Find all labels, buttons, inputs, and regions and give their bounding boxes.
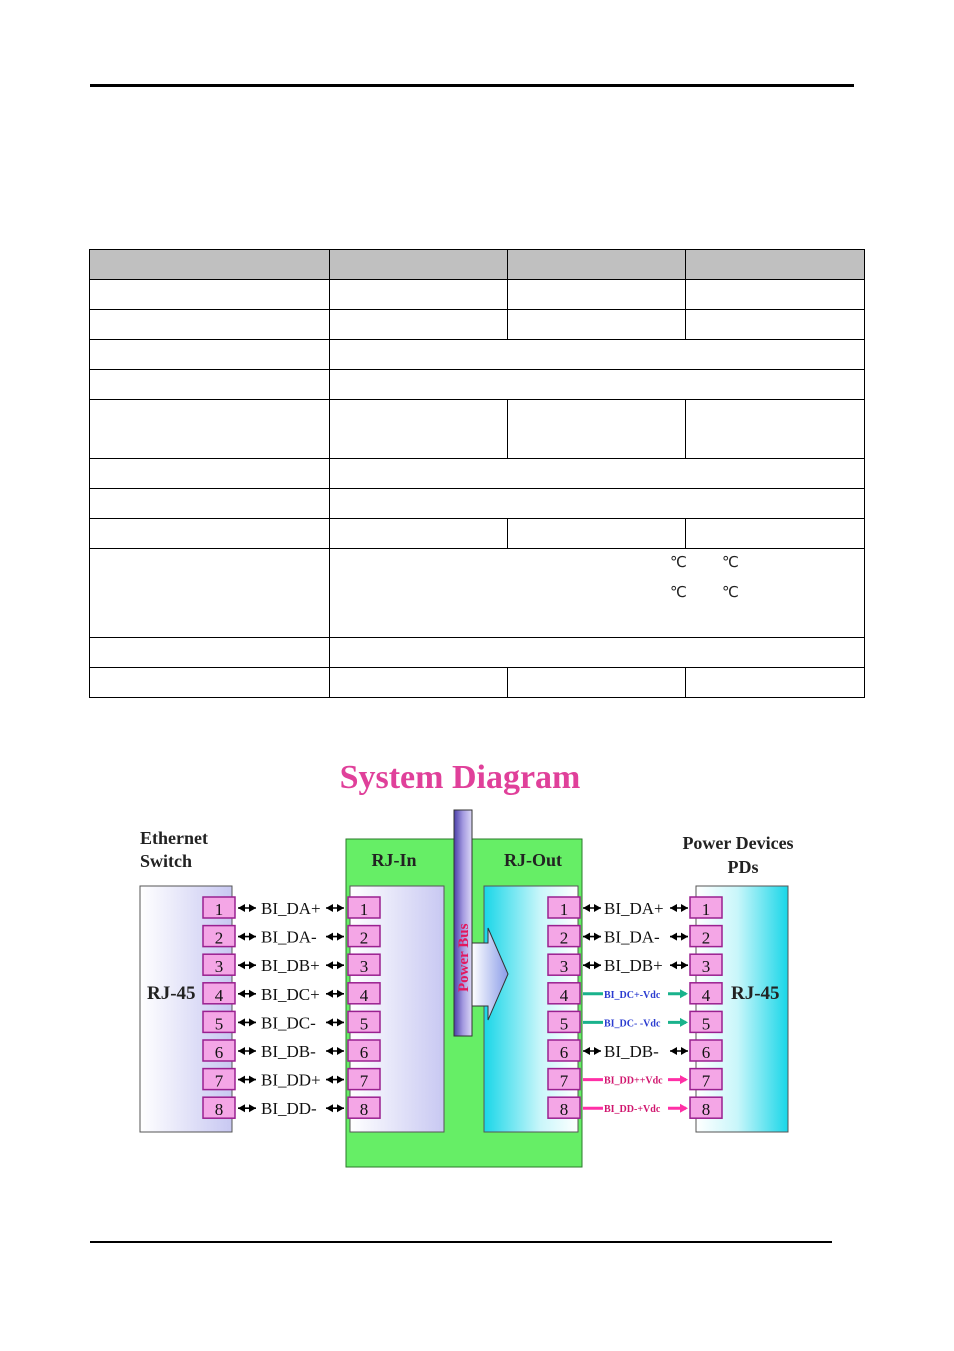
arrowhead <box>670 961 677 969</box>
arrowhead <box>680 989 688 998</box>
arrowhead <box>326 1076 333 1084</box>
table-row-temperature <box>90 549 865 638</box>
temperature-unit: ℃ <box>722 583 739 601</box>
pin-number: 7 <box>214 1071 224 1091</box>
ethernet-switch-box <box>140 886 232 1132</box>
pin-number: 6 <box>359 1043 369 1062</box>
temperature-unit: ℃ <box>722 553 739 571</box>
pin-number: 8 <box>701 1100 711 1120</box>
arrowhead <box>326 904 333 912</box>
table-row <box>90 400 865 459</box>
arrowhead <box>249 933 256 941</box>
pin-number: 1 <box>214 900 224 919</box>
left-signal-label: BI_DC+ <box>261 984 320 1004</box>
arrowhead <box>238 1047 245 1055</box>
arrowhead <box>680 1018 688 1027</box>
pin-number: 8 <box>559 1100 569 1120</box>
left-signal-label: BI_DB+ <box>261 956 320 976</box>
table-header-cell <box>90 250 330 280</box>
pin-number: 8 <box>359 1100 369 1120</box>
arrowhead <box>337 990 344 998</box>
pin-number: 5 <box>214 1014 224 1034</box>
arrowhead <box>583 961 590 969</box>
arrowhead <box>681 1047 688 1055</box>
pin-number: 4 <box>701 985 711 1005</box>
pin-number: 2 <box>559 928 569 948</box>
specification-table <box>89 249 865 698</box>
right-signal-label: BI_DD++Vdc <box>604 1075 663 1087</box>
pin-number: 4 <box>559 985 569 1005</box>
pin-number: 6 <box>559 1043 569 1062</box>
table-header-row <box>90 250 865 280</box>
arrowhead <box>680 1075 688 1084</box>
arrowhead <box>238 933 245 941</box>
arrowhead <box>337 933 344 941</box>
table-row <box>90 370 865 400</box>
header-rule <box>90 84 854 87</box>
pin-number: 4 <box>359 985 369 1005</box>
right-device-label: PDs <box>727 857 759 877</box>
pin-number: 2 <box>359 928 369 948</box>
right-port-label: RJ-45 <box>731 983 780 1004</box>
table-header-cell <box>508 250 686 280</box>
arrowhead <box>594 904 601 912</box>
table-header-cell <box>686 250 865 280</box>
rj-out-label: RJ-Out <box>504 850 562 870</box>
pin-number: 7 <box>359 1071 369 1091</box>
power-bus-bar <box>454 810 472 1036</box>
right-signal-label: BI_DA- <box>604 927 660 947</box>
pin-number: 7 <box>559 1071 569 1091</box>
arrowhead <box>238 990 245 998</box>
table-header-cell <box>330 250 508 280</box>
pin-number: 1 <box>701 900 711 919</box>
table-row <box>90 340 865 370</box>
left-device-label: Switch <box>140 851 193 871</box>
arrowhead <box>337 904 344 912</box>
right-device-label: Power Devices <box>682 833 794 853</box>
arrowhead <box>249 990 256 998</box>
arrowhead <box>670 904 677 912</box>
pin-number: 7 <box>701 1071 711 1091</box>
right-signal-label: BI_DC- -Vdc <box>604 1018 661 1030</box>
pin-number: 3 <box>359 957 369 977</box>
arrowhead <box>337 1047 344 1055</box>
arrowhead <box>670 933 677 941</box>
diagram-title: System Diagram <box>339 759 581 796</box>
pin-number: 2 <box>214 928 224 948</box>
pin-number: 3 <box>559 957 569 977</box>
arrowhead <box>594 933 601 941</box>
table-row <box>90 668 865 698</box>
arrowhead <box>238 1018 245 1026</box>
pin-number: 6 <box>701 1043 711 1062</box>
arrowhead <box>337 1076 344 1084</box>
arrowhead <box>670 1047 677 1055</box>
right-signal-label: BI_DC+-Vdc <box>604 989 661 1001</box>
arrowhead <box>238 1104 245 1112</box>
pin-number: 3 <box>214 957 224 977</box>
rj-in-label: RJ-In <box>371 850 417 870</box>
arrowhead <box>337 961 344 969</box>
footer-rule <box>90 1241 832 1243</box>
table-row <box>90 459 865 489</box>
arrowhead <box>594 1047 601 1055</box>
temperature-unit: ℃ <box>670 553 687 571</box>
right-signal-label: BI_DD-+Vdc <box>604 1104 661 1116</box>
left-device-label: Ethernet <box>140 828 208 848</box>
arrowhead <box>681 961 688 969</box>
pin-number: 5 <box>359 1014 369 1034</box>
left-signal-label: BI_DD- <box>261 1099 317 1119</box>
arrowhead <box>583 933 590 941</box>
right-signal-label: BI_DB+ <box>604 956 663 976</box>
arrowhead <box>238 1076 245 1084</box>
arrowhead <box>249 961 256 969</box>
arrowhead <box>337 1018 344 1026</box>
arrowhead <box>249 1018 256 1026</box>
pin-number: 4 <box>214 985 224 1005</box>
arrowhead <box>680 1104 688 1113</box>
temperature-cell <box>330 549 865 638</box>
arrowhead <box>326 990 333 998</box>
right-signal-label: BI_DA+ <box>604 899 664 918</box>
arrowhead <box>337 1104 344 1112</box>
rj-in-panel <box>350 886 444 1132</box>
left-port-label: RJ-45 <box>147 983 196 1004</box>
arrowhead <box>326 1047 333 1055</box>
pin-number: 1 <box>359 900 369 919</box>
table-row <box>90 489 865 519</box>
pin-number: 1 <box>559 900 569 919</box>
arrowhead <box>238 961 245 969</box>
arrowhead <box>594 961 601 969</box>
power-bus-label: Power Bus <box>456 923 472 992</box>
left-signal-label: BI_DC- <box>261 1013 316 1033</box>
right-signal-label: BI_DB- <box>604 1042 659 1061</box>
pin-number: 5 <box>559 1014 569 1034</box>
pin-number: 8 <box>214 1100 224 1120</box>
table-row <box>90 310 865 340</box>
left-signal-label: BI_DA+ <box>261 899 321 918</box>
arrowhead <box>681 933 688 941</box>
arrowhead <box>249 904 256 912</box>
arrowhead <box>238 904 245 912</box>
arrowhead <box>583 1047 590 1055</box>
table-row <box>90 280 865 310</box>
arrowhead <box>326 1104 333 1112</box>
arrowhead <box>249 1047 256 1055</box>
arrowhead <box>681 904 688 912</box>
arrowhead <box>249 1104 256 1112</box>
pin-number: 5 <box>701 1014 711 1034</box>
system-diagram <box>0 740 954 1190</box>
table-row <box>90 638 865 668</box>
pin-number: 6 <box>214 1043 224 1062</box>
powered-device-box <box>696 886 788 1132</box>
arrowhead <box>326 933 333 941</box>
pin-number: 2 <box>701 928 711 948</box>
arrowhead <box>326 961 333 969</box>
pin-number: 3 <box>701 957 711 977</box>
temperature-unit: ℃ <box>670 583 687 601</box>
arrowhead <box>326 1018 333 1026</box>
left-signal-label: BI_DB- <box>261 1042 316 1061</box>
left-signal-label: BI_DA- <box>261 927 317 947</box>
rj-out-panel <box>484 886 578 1132</box>
left-signal-label: BI_DD+ <box>261 1070 321 1090</box>
table-row <box>90 519 865 549</box>
arrowhead <box>583 904 590 912</box>
arrowhead <box>249 1076 256 1084</box>
